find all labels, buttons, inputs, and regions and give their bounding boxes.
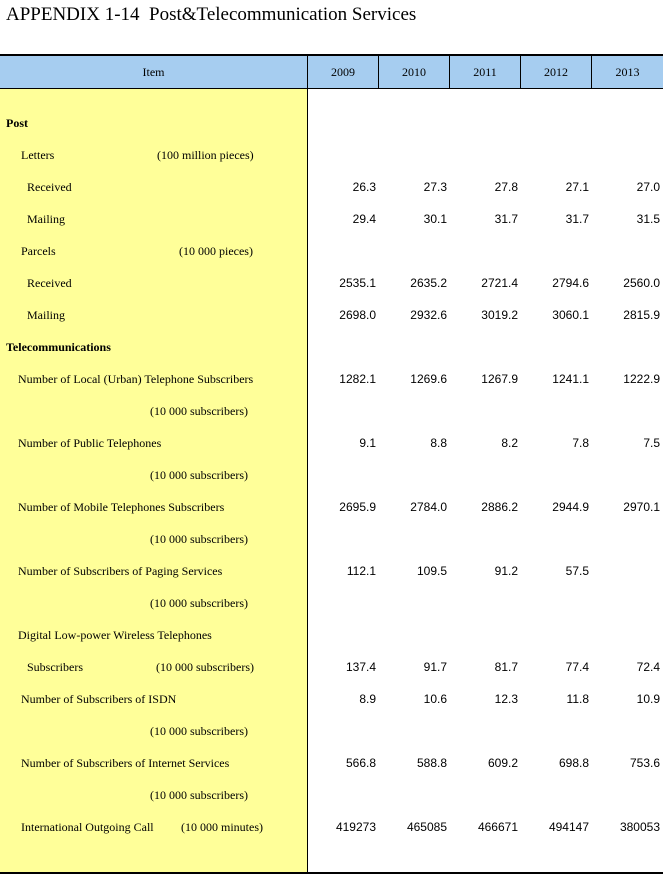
table-row [0, 107, 663, 139]
value-cell-2010: 1269.6 [410, 372, 447, 386]
value-cell-2012: 698.8 [558, 756, 589, 770]
row-unit: (10 000 subscribers) [150, 468, 248, 482]
row-label: Letters [21, 148, 55, 162]
row-unit: (100 million pieces) [157, 148, 254, 162]
table-row [0, 779, 663, 811]
table-row [0, 683, 663, 715]
table-row [0, 235, 663, 267]
row-label: Received [27, 180, 72, 194]
value-cell-2012: 11.8 [566, 692, 589, 706]
table-row [0, 587, 663, 619]
row-label: Number of Public Telephones [18, 436, 162, 450]
value-cell-2011: 91.2 [494, 564, 518, 578]
value-cell-2010: 2635.2 [410, 276, 447, 290]
table-row [0, 747, 663, 779]
value-cell-2009: 9.1 [359, 436, 376, 450]
row-unit: (10 000 subscribers) [150, 724, 248, 738]
table-row [0, 171, 663, 203]
value-cell-2010: 109.5 [416, 564, 447, 578]
value-cell-2010: 10.6 [423, 692, 447, 706]
row-label: Subscribers [27, 660, 83, 674]
value-cell-2010: 588.8 [416, 756, 447, 770]
row-label: Number of Local (Urban) Telephone Subscribers [18, 372, 254, 386]
table-row [0, 715, 663, 747]
value-cell-2013: 2970.1 [623, 500, 660, 514]
table-header [0, 56, 663, 89]
value-cell-2012: 77.4 [565, 660, 589, 674]
header-year-2013: 2013 [591, 56, 663, 88]
value-cell-2013: 7.5 [643, 436, 660, 450]
row-label: Mailing [27, 308, 65, 322]
value-cell-2013 [592, 555, 660, 587]
value-cell-2010: 27.3 [423, 180, 447, 194]
value-cell-2013: 31.5 [636, 212, 660, 226]
table-row [0, 459, 663, 491]
value-cell-2009: 8.9 [359, 692, 376, 706]
value-cell-2011: 466671 [477, 820, 518, 834]
table-row [0, 139, 663, 171]
row-label: Digital Low-power Wireless Telephones [18, 628, 212, 642]
value-cell-2012: 3060.1 [552, 308, 589, 322]
value-cell-2011: 31.7 [494, 212, 518, 226]
value-cell-2009: 112.1 [346, 564, 376, 578]
value-cell-2013: 2815.9 [623, 308, 660, 322]
value-cell-2011: 3019.2 [481, 308, 518, 322]
value-cell-2011: 81.7 [494, 660, 518, 674]
row-unit: (10 000 subscribers) [150, 788, 248, 802]
header-year-2011: 2011 [449, 56, 520, 88]
value-cell-2013: 27.0 [636, 180, 660, 194]
table-row [0, 267, 663, 299]
value-cell-2012: 57.5 [565, 564, 589, 578]
value-cell-2011: 2886.2 [481, 500, 518, 514]
value-cell-2011: 2721.4 [481, 276, 518, 290]
value-cell-2009: 2535.1 [339, 276, 376, 290]
value-cell-2013: 753.6 [629, 756, 660, 770]
value-cell-2010: 2932.6 [410, 308, 447, 322]
row-label: International Outgoing Call [21, 820, 154, 834]
value-cell-2009: 137.4 [345, 660, 376, 674]
table-row [0, 811, 663, 843]
table-row [0, 427, 663, 459]
value-cell-2012: 2794.6 [552, 276, 589, 290]
value-cell-2013: 1222.9 [623, 372, 660, 386]
row-unit: (10 000 subscribers) [150, 596, 248, 610]
row-label: Parcels [21, 244, 56, 258]
value-cell-2013: 380053 [619, 820, 660, 834]
value-cell-2012: 7.8 [572, 436, 589, 450]
value-cell-2009: 2698.0 [339, 308, 376, 322]
row-label: Telecommunications [6, 340, 111, 354]
row-label: Post [6, 116, 28, 130]
table-row [0, 395, 663, 427]
value-cell-2009: 1282.1 [339, 372, 376, 386]
value-cell-2011: 609.2 [487, 756, 518, 770]
value-cell-2012: 1241.1 [552, 372, 589, 386]
page-title: APPENDIX 1-14 Post&Telecommunication Services [6, 4, 417, 25]
row-label: Number of Subscribers of Paging Services [18, 564, 223, 578]
value-cell-2013: 72.4 [636, 660, 660, 674]
value-cell-2012: 27.1 [565, 180, 589, 194]
table-row [0, 523, 663, 555]
table-bottom-rule [0, 872, 663, 874]
value-cell-2009: 2695.9 [339, 500, 376, 514]
value-cell-2010: 91.7 [423, 660, 447, 674]
table-row [0, 363, 663, 395]
table-row [0, 651, 663, 683]
header-year-2009: 2009 [307, 56, 378, 88]
row-label: Mailing [27, 212, 65, 226]
data-table [0, 54, 663, 874]
header-year-2010: 2010 [378, 56, 449, 88]
value-cell-2012: 31.7 [565, 212, 589, 226]
value-cell-2009: 419273 [335, 820, 376, 834]
value-cell-2013: 10.9 [636, 692, 660, 706]
value-cell-2011: 1267.9 [481, 372, 518, 386]
row-label: Number of Mobile Telephones Subscribers [18, 500, 225, 514]
value-cell-2011: 27.8 [494, 180, 518, 194]
value-cell-2009: 29.4 [352, 212, 376, 226]
value-cell-2010: 30.1 [423, 212, 447, 226]
row-label: Number of Subscribers of ISDN [21, 692, 177, 706]
value-cell-2009: 566.8 [345, 756, 376, 770]
value-cell-2013: 2560.0 [623, 276, 660, 290]
row-unit: (10 000 subscribers) [150, 404, 248, 418]
row-label: Number of Subscribers of Internet Services [21, 756, 230, 770]
value-cell-2009: 26.3 [352, 180, 376, 194]
table-row [0, 331, 663, 363]
table-row [0, 491, 663, 523]
row-unit: (10 000 subscribers) [150, 532, 248, 546]
value-cell-2011: 12.3 [494, 692, 518, 706]
value-cell-2010: 2784.0 [410, 500, 447, 514]
table-row [0, 619, 663, 651]
table-row [0, 299, 663, 331]
header-year-2012: 2012 [520, 56, 591, 88]
row-unit: (10 000 pieces) [179, 244, 253, 258]
row-unit: (10 000 minutes) [181, 820, 263, 834]
value-cell-2012: 2944.9 [552, 500, 589, 514]
table-row [0, 555, 663, 587]
value-cell-2011: 8.2 [501, 436, 518, 450]
table-row [0, 203, 663, 235]
value-cell-2012: 494147 [548, 820, 589, 834]
row-label: Received [27, 276, 72, 290]
value-cell-2010: 8.8 [430, 436, 447, 450]
row-unit: (10 000 subscribers) [156, 660, 254, 674]
value-cell-2010: 465085 [406, 820, 447, 834]
header-item: Item [142, 65, 165, 79]
